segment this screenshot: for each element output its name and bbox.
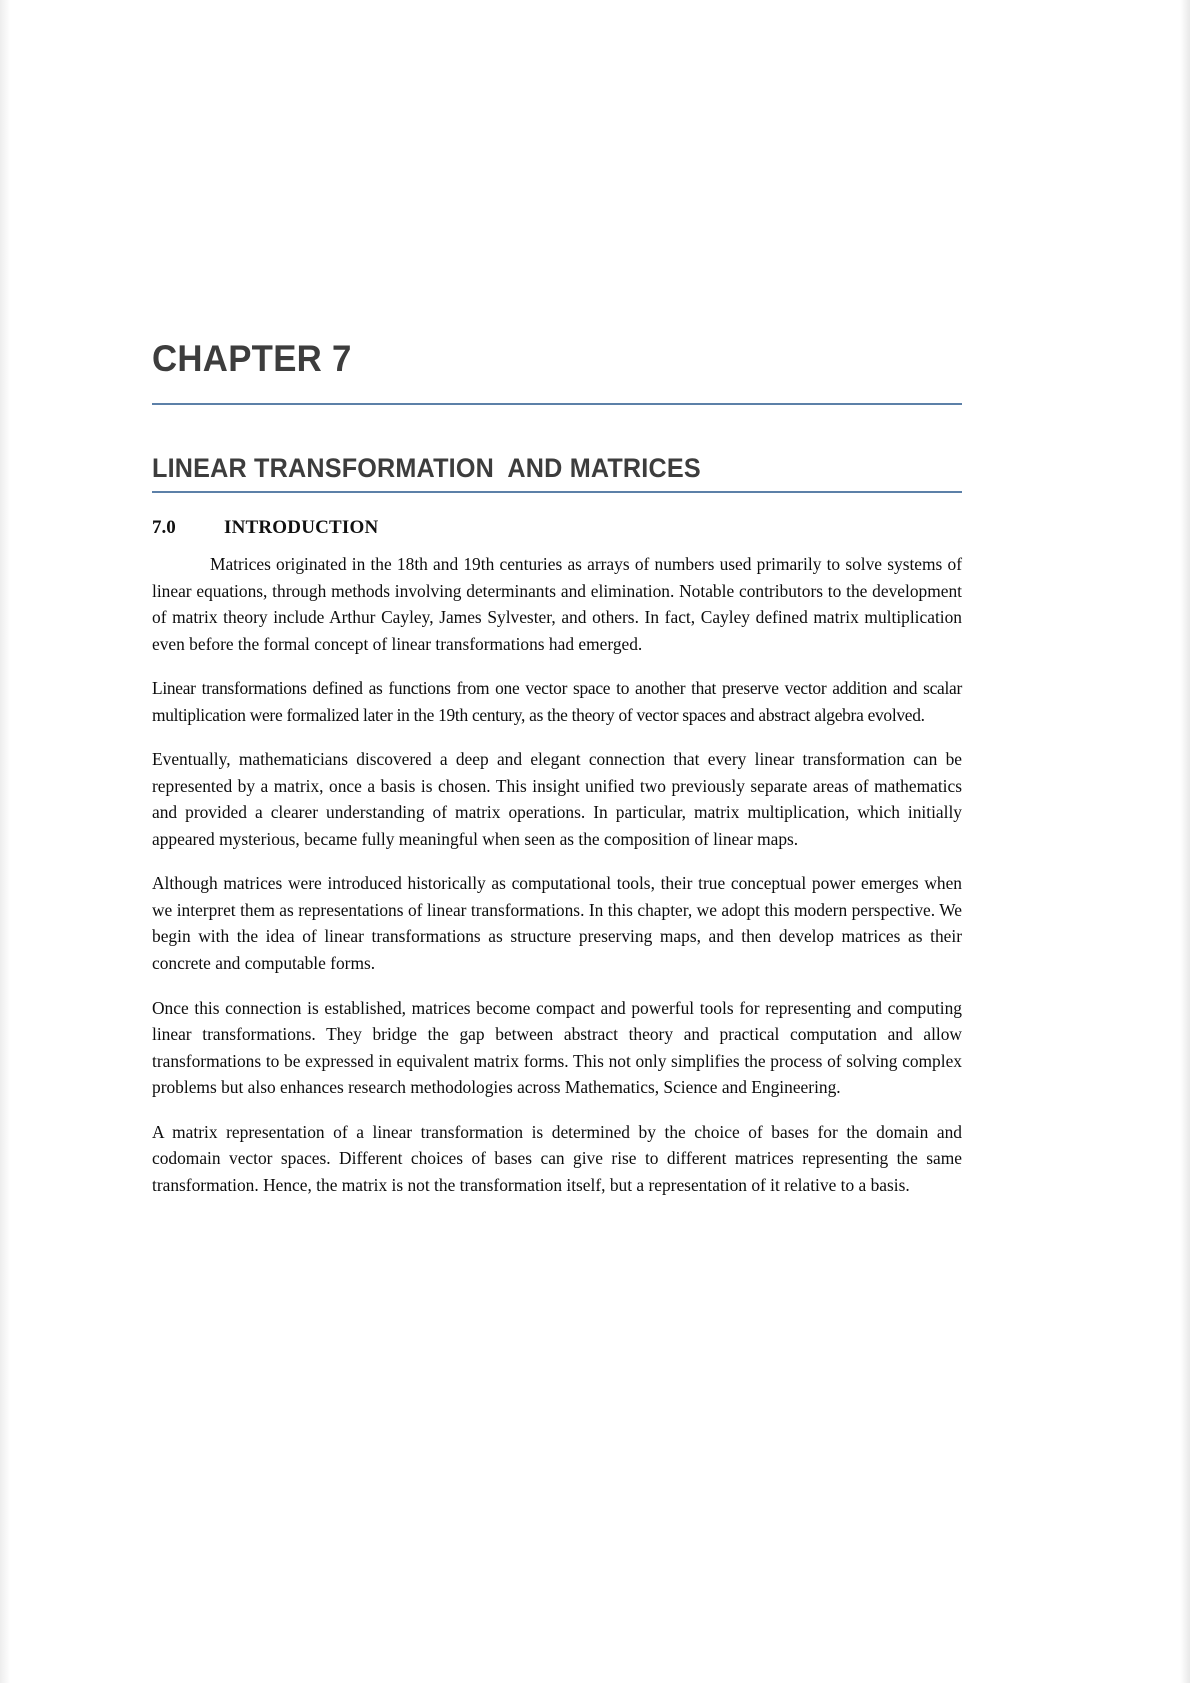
chapter-title: CHAPTER 7 — [152, 338, 352, 379]
paragraph-intro-history: Matrices originated in the 18th and 19th centuries as arrays of numbers used primarily to solve systems of linear equations, through methods involving determinants and elimination. Notable contributors to the development of matrix theory include Arthur Cayley, James Sylvester, and others. In fact, Cayley defined matrix multiplication even before the formal concept of linear transformations had emerged. — [152, 554, 962, 654]
section-title: LINEAR TRANSFORMATION AND MATRICES — [152, 453, 701, 484]
subsection-number: 7.0 — [152, 517, 176, 539]
paragraph-choice-of-bases: A matrix representation of a linear transformation is determined by the choice of bases for the domain and codomain vector spaces. Different choices of bases can give rise to different matrices representing the same transformation. Hence, the matrix is not the transformation itself, but a representation of it relative to a basis. — [152, 1121, 962, 1195]
paragraph-compact-powerful-tools: Once this connection is established, matrices become compact and powerful tools for representing and computing linear transformations. They bridge the gap between abstract theory and practical computation and allow transformations to be expressed in equivalent matrix forms. This not only simplifies the process of solving complex problems but also enhances research methodologies across Mathematics, Science and Engineering. — [152, 997, 962, 1098]
subsection-label: INTRODUCTION — [224, 517, 379, 539]
page-content — [152, 0, 962, 1198]
paragraph-modern-perspective: Although matrices were introduced historically as computational tools, their true conceptual power emerges when we interpret them as representations of linear transformations. In this chapter, we adopt this modern perspective. We begin with the idea of linear transformations as structure preserving maps, and then develop matrices as their concrete and computable forms. — [152, 873, 962, 974]
paragraph-matrix-representation-connection: Eventually, mathematicians discovered a deep and elegant connection that every linear transformation can be represented by a matrix, once a basis is chosen. This insight unified two previously separate areas of mathematics and provided a clearer understanding of matrix operations. In particular, matrix multiplication, which initially appeared mysterious, became fully meaningful when seen as the composition of linear maps. — [152, 749, 962, 849]
subsection-heading — [152, 493, 962, 539]
paragraph-linear-transformations-definition: Linear transformations defined as functions from one vector space to another that preserve vector addition and scalar multiplication were formalized later in the 19th century, as the theory of vector spaces and abstract algebra evolved. — [152, 678, 962, 725]
